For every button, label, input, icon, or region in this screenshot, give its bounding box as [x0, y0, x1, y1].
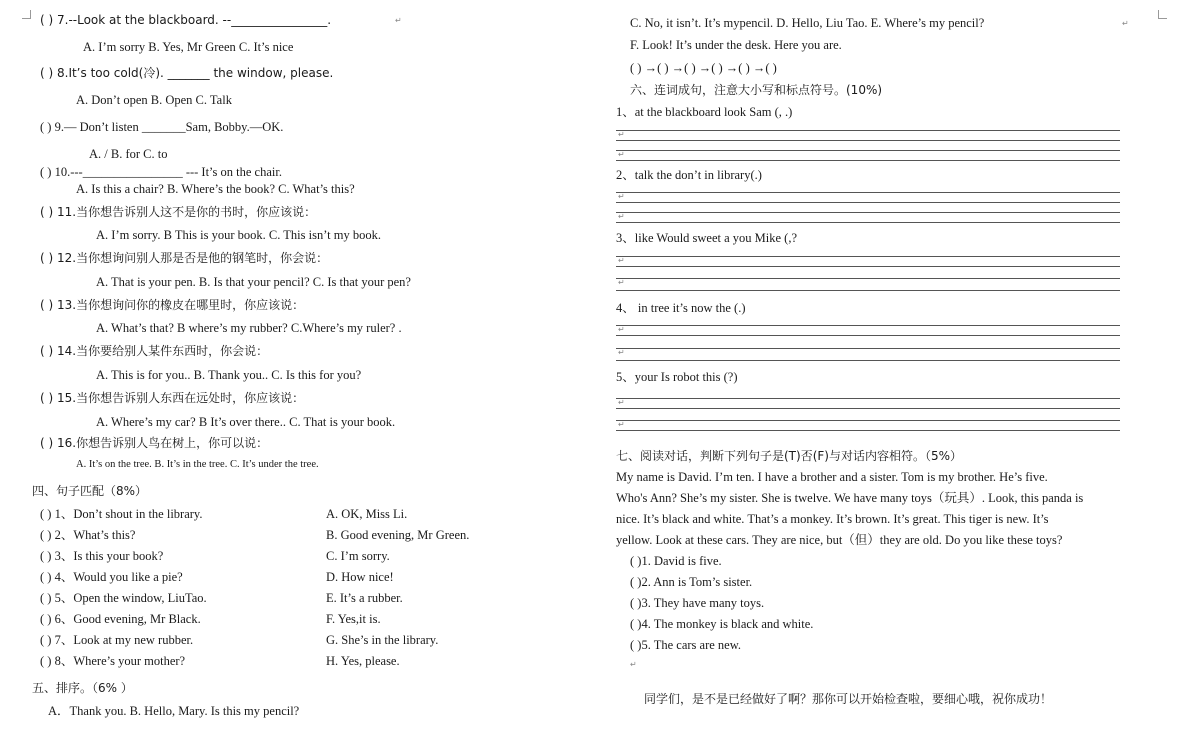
paragraph-mark: ↵	[630, 660, 637, 669]
match-answer-b: B. Good evening, Mr Green.	[326, 528, 470, 542]
answer-line	[616, 160, 1120, 161]
passage-line-3: nice. It’s black and white. That’s a monkey. It’s brown. It’s great. This tiger is new. It’s	[616, 512, 1049, 526]
match-question-1: ( ) 1、Don’t shout in the library.	[40, 507, 203, 521]
question-7: ( ) 7.--Look at the blackboard. --________________.	[40, 13, 332, 27]
question-10: ( ) 10.---________________ --- It’s on the chair.	[40, 165, 282, 179]
paragraph-mark: ↵	[618, 192, 625, 201]
question-10-options: A. Is this a chair? B. Where’s the book? C. What’s this?	[76, 182, 355, 196]
match-answer-h: H. Yes, please.	[326, 654, 400, 668]
paragraph-mark: ↵	[618, 256, 625, 265]
answer-line	[616, 192, 1120, 193]
section-5-title: 五、排序。（6% ）	[32, 681, 133, 695]
question-16-options: A. It’s on the tree. B. It’s in the tree. C. It’s under the tree.	[76, 459, 319, 470]
true-false-item-2: ( )2. Ann is Tom’s sister.	[630, 575, 753, 589]
paragraph-mark: ↵	[618, 398, 625, 407]
true-false-item-1: ( )1. David is five.	[630, 554, 722, 568]
answer-line	[616, 335, 1120, 336]
paragraph-mark: ↵	[618, 348, 625, 357]
question-14-options: A. This is for you.. B. Thank you.. C. Is this for you?	[96, 368, 362, 382]
question-13: ( ) 13.当你想询问你的橡皮在哪里时，你应该说：	[40, 298, 305, 312]
passage-line-4: yellow. Look at these cars. They are nice, but（但）they are old. Do you like these toys?	[616, 533, 1063, 547]
question-16: ( ) 16.你想告诉别人鸟在树上，你可以说：	[40, 436, 269, 450]
paragraph-mark: ↵	[618, 278, 625, 287]
answer-line	[616, 278, 1120, 279]
answer-line	[616, 348, 1120, 349]
match-answer-e: E. It’s a rubber.	[326, 591, 403, 605]
order-sequence: ( ) →( ) →( ) →( ) →( ) →( )	[630, 61, 777, 75]
match-answer-g: G. She’s in the library.	[326, 633, 439, 647]
passage-line-1: My name is David. I’m ten. I have a brother and a sister. Tom is my brother. He’s five.	[616, 470, 1048, 484]
closing-message: 同学们，是不是已经做好了啊？那你可以开始检查啦，要细心哦，祝你成功！	[644, 692, 1053, 706]
section-6-title: 六、连词成句，注意大小写和标点符号。(10%)	[630, 83, 883, 97]
match-answer-a: A. OK, Miss Li.	[326, 507, 408, 521]
word-group-2: 2、talk the don’t in library(.)	[616, 168, 762, 182]
paragraph-mark: ↵	[618, 420, 625, 429]
word-group-1: 1、at the blackboard look Sam (, .)	[616, 105, 793, 119]
question-11: ( ) 11.当你想告诉别人这不是你的书时，你应该说：	[40, 205, 317, 219]
paragraph-mark: ↵	[618, 150, 625, 159]
answer-line	[616, 430, 1120, 431]
question-12: ( ) 12.当你想询问别人那是否是他的钢笔时，你会说：	[40, 251, 329, 265]
answer-line	[616, 212, 1120, 213]
crop-mark-top-right	[1158, 10, 1167, 19]
question-14: ( ) 14.当你要给别人某件东西时，你会说：	[40, 344, 269, 358]
word-group-3: 3、like Would sweet a you Mike (,?	[616, 231, 798, 245]
passage-line-2: Who's Ann? She’s my sister. She is twelve. We have many toys（玩具）. Look, this panda is	[616, 491, 1084, 505]
order-options-line-1: A．Thank you. B. Hello, Mary. Is this my pencil?	[48, 704, 300, 718]
paragraph-mark: ↵	[618, 325, 625, 334]
answer-line	[616, 222, 1120, 223]
true-false-item-4: ( )4. The monkey is black and white.	[630, 617, 814, 631]
match-question-7: ( ) 7、Look at my new rubber.	[40, 633, 194, 647]
word-group-5: 5、your Is robot this (?)	[616, 370, 738, 384]
answer-line	[616, 420, 1120, 421]
section-4-title: 四、句子匹配（8%）	[32, 484, 148, 498]
answer-line	[616, 360, 1120, 361]
question-13-options: A. What’s that? B where’s my rubber? C.Where’s my ruler? .	[96, 321, 402, 335]
answer-line	[616, 150, 1120, 151]
section-7-title: 七、阅读对话，判断下列句子是(T)否(F)与对话内容相符。（5%）	[616, 449, 962, 463]
match-answer-d: D. How nice!	[326, 570, 394, 584]
crop-mark-top-left	[22, 10, 31, 19]
question-12-options: A. That is your pen. B. Is that your pencil? C. Is that your pen?	[96, 275, 411, 289]
question-7-options: A. I’m sorry B. Yes, Mr Green C. It’s nice	[83, 40, 294, 54]
question-15-options: A. Where’s my car? B It’s over there.. C. That is your book.	[96, 415, 396, 429]
question-8-options: A. Don’t open B. Open C. Talk	[76, 93, 232, 107]
match-answer-f: F. Yes,it is.	[326, 612, 381, 626]
match-answer-c: C. I’m sorry.	[326, 549, 390, 563]
answer-line	[616, 202, 1120, 203]
match-question-5: ( ) 5、Open the window, LiuTao.	[40, 591, 207, 605]
paragraph-mark: ↵	[618, 130, 625, 139]
match-question-3: ( ) 3、Is this your book?	[40, 549, 164, 563]
true-false-item-5: ( )5. The cars are new.	[630, 638, 742, 652]
answer-line	[616, 266, 1120, 267]
answer-line	[616, 290, 1120, 291]
question-15: ( ) 15.当你想告诉别人东西在远处时，你应该说：	[40, 391, 305, 405]
question-8: ( ) 8.It’s too cold(冷). _______ the window, please.	[40, 66, 334, 80]
paragraph-mark: ↵	[395, 16, 402, 25]
answer-line	[616, 140, 1120, 141]
answer-line	[616, 398, 1120, 399]
question-11-options: A. I’m sorry. B This is your book. C. This isn’t my book.	[96, 228, 381, 242]
paragraph-mark: ↵	[1122, 19, 1129, 28]
match-question-4: ( ) 4、Would you like a pie?	[40, 570, 183, 584]
match-question-2: ( ) 2、What’s this?	[40, 528, 136, 542]
answer-line	[616, 325, 1120, 326]
answer-line	[616, 256, 1120, 257]
match-question-6: ( ) 6、Good evening, Mr Black.	[40, 612, 201, 626]
question-9: ( ) 9.— Don’t listen _______Sam, Bobby.—OK.	[40, 120, 284, 134]
answer-line	[616, 130, 1120, 131]
question-9-options: A. / B. for C. to	[89, 147, 168, 161]
true-false-item-3: ( )3. They have many toys.	[630, 596, 765, 610]
answer-line	[616, 408, 1120, 409]
order-options-line-3: F. Look! It’s under the desk. Here you are.	[630, 38, 842, 52]
order-options-line-2: C. No, it isn’t. It’s mypencil. D. Hello, Liu Tao. E. Where’s my pencil?	[630, 16, 985, 30]
match-question-8: ( ) 8、Where’s your mother?	[40, 654, 186, 668]
paragraph-mark: ↵	[618, 212, 625, 221]
word-group-4: 4、 in tree it’s now the (.)	[616, 301, 746, 315]
